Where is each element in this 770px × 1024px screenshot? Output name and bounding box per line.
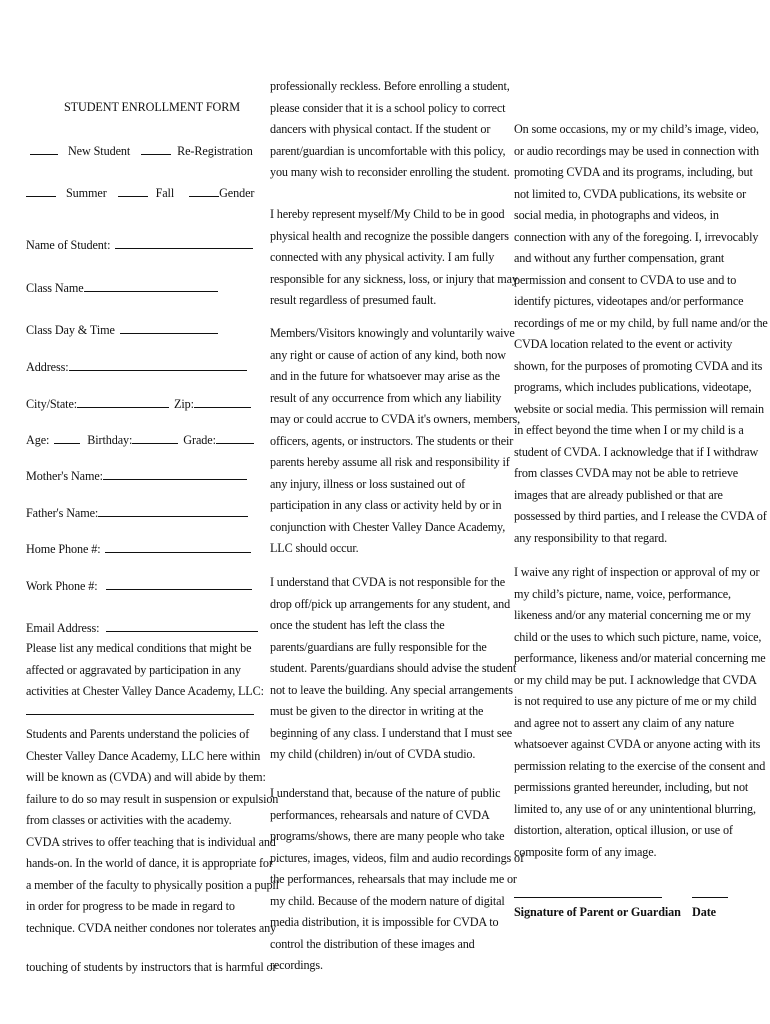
- paragraph-line: recordings.: [270, 958, 323, 972]
- paragraph-line: or my child may be put. I acknowledge that CVDA: [514, 672, 757, 687]
- paragraph-line: please consider that it is a school policy to correct: [270, 100, 506, 115]
- medical-line: Please list any medical conditions that might be: [26, 641, 252, 655]
- paragraph-line: programs, which includes publications, videotape,: [514, 380, 752, 394]
- paragraph-line: media distribution, it is impossible for CVDA to: [270, 915, 499, 929]
- media-paragraph: [270, 783, 524, 977]
- student-name-field[interactable]: [115, 236, 253, 249]
- city-state-label: City/State:: [26, 397, 78, 411]
- paragraph-line: social media, in photographs and videos, in: [514, 208, 719, 222]
- paragraph-line: is not required to use any picture of me or my child: [514, 694, 757, 708]
- paragraph-line: parent/guardian is uncomfortable with this policy,: [270, 143, 506, 158]
- address-label: Address:: [26, 360, 69, 374]
- fathers-name-row: [26, 503, 248, 525]
- class-name-label: Class Name: [26, 281, 84, 295]
- age-birthday-grade-row: [26, 430, 254, 452]
- home-phone-field[interactable]: [105, 540, 251, 553]
- fall-blank[interactable]: [118, 184, 148, 197]
- mothers-name-label: Mother's Name:: [26, 469, 103, 483]
- signature-label: Signature of Parent or Guardian: [514, 905, 681, 919]
- policy-line: hands-on. In the world of dance, it is appropriate for: [26, 856, 273, 870]
- paragraph-line: my child’s picture, name, voice, performance,: [514, 586, 731, 601]
- form-title: STUDENT ENROLLMENT FORM: [64, 100, 241, 114]
- paragraph-line: I waive any right of inspection or approval of my or: [514, 565, 760, 579]
- grade-field[interactable]: [216, 431, 254, 444]
- policy-line: technique. CVDA neither condones nor tolerates any: [26, 920, 277, 935]
- paragraph-line: and in the future for whatsoever may arise as the: [270, 369, 500, 383]
- paragraph-line: any injury, illness or loss sustained out of: [270, 476, 466, 491]
- paragraph-line: parents/guardians are fully responsible for the: [270, 639, 487, 654]
- paragraph-line: not to leave the building. Any special arrangements: [270, 682, 513, 697]
- paragraph-line: professionally reckless. Before enrolling a student,: [270, 79, 510, 93]
- inspection-waiver-paragraph: [514, 562, 766, 863]
- paragraph-line: result regardless of presumed fault.: [270, 293, 437, 307]
- paragraph-line: or audio recordings may be used in connection with: [514, 143, 759, 158]
- address-row: [26, 357, 247, 379]
- paragraph-line: I understand that CVDA is not responsible for the: [270, 575, 506, 589]
- paragraph-line: I understand that, because of the nature of public: [270, 786, 501, 800]
- paragraph-line: programs/shows, there are many people who take: [270, 829, 505, 843]
- class-day-time-field[interactable]: [120, 321, 218, 334]
- mothers-name-row: [26, 466, 247, 488]
- paragraph-line: beginning of any class. I understand that I must see: [270, 725, 512, 740]
- policy-line: failure to do so may result in suspension or expulsion: [26, 791, 279, 806]
- paragraph-line: and without any further compensation, grant: [514, 251, 725, 265]
- paragraph-line: Members/Visitors knowingly and voluntarily waive: [270, 326, 515, 340]
- paragraph-line: On some occasions, my or my child’s image, video,: [514, 122, 759, 136]
- paragraph-line: any responsibility to that regard.: [514, 530, 667, 545]
- paragraph-line: limited to, any use of or any unintentional blurring,: [514, 801, 756, 816]
- paragraph-line: student. Parents/guardians should advise the student: [270, 661, 517, 675]
- birthday-field[interactable]: [132, 431, 178, 444]
- student-name-label: Name of Student:: [26, 238, 111, 252]
- paragraph-line: promoting CVDA and its programs, including, but: [514, 165, 753, 179]
- paragraph-line: LLC should occur.: [270, 541, 359, 555]
- date-label: Date: [692, 905, 716, 919]
- class-name-field[interactable]: [84, 279, 218, 292]
- policy-continuation-line: touching of students by instructors that is harmful or: [26, 960, 277, 974]
- class-name-row: [26, 278, 218, 300]
- re-registration-label: Re-Registration: [177, 144, 253, 158]
- email-label: Email Address:: [26, 621, 100, 635]
- medical-line: activities at Chester Valley Dance Academy, LLC:: [26, 684, 264, 698]
- policy-paragraph: [26, 724, 279, 939]
- policy-line: from classes or activities with the academy.: [26, 813, 232, 827]
- paragraph-line: recordings of me or my child, by full name and/or the: [514, 315, 768, 330]
- paragraph-line: any right or cause of action of any kind, both now: [270, 347, 506, 362]
- paragraph-line: performances, rehearsals and nature of CVDA: [270, 807, 490, 822]
- paragraph-line: physical health and recognize the possible dangers: [270, 228, 509, 243]
- policy-line: Chester Valley Dance Academy, LLC here within: [26, 748, 261, 763]
- paragraph-line: I hereby represent myself/My Child to be in good: [270, 207, 505, 221]
- policy-line: in order for progress to be made in regard to: [26, 899, 235, 913]
- paragraph-line: in effect beyond the time when I or my child is a: [514, 423, 744, 437]
- age-field[interactable]: [54, 431, 80, 444]
- fathers-name-label: Father's Name:: [26, 506, 99, 520]
- paragraph-line: the performances, rehearsals that may include me or: [270, 872, 517, 886]
- home-phone-label: Home Phone #:: [26, 542, 101, 556]
- season-gender-row: [26, 183, 254, 205]
- image-use-paragraph: [514, 119, 768, 549]
- paragraph-line: possessed by third parties, and I release the CVDA of: [514, 509, 767, 523]
- email-field[interactable]: [106, 619, 258, 632]
- zip-field[interactable]: [194, 395, 251, 408]
- physical-contact-paragraph: [270, 76, 510, 184]
- address-field[interactable]: [69, 358, 247, 371]
- paragraph-line: my child (children) in/out of CVDA studio.: [270, 747, 476, 761]
- paragraph-line: shown, for the purposes of promoting CVDA and its: [514, 358, 763, 373]
- email-row: [26, 618, 258, 640]
- waiver-paragraph: [270, 323, 521, 560]
- new-student-label: New Student: [67, 144, 131, 158]
- paragraph-line: from classes CVDA may not be able to retrieve: [514, 466, 739, 480]
- mothers-name-field[interactable]: [103, 467, 247, 480]
- grade-label: Grade:: [183, 433, 216, 447]
- paragraph-line: and agree not to assert any claim of any nature: [514, 715, 735, 730]
- student-name-row: [26, 235, 253, 257]
- paragraph-line: dancers with physical contact. If the student or: [270, 122, 491, 136]
- policy-line: CVDA strives to offer teaching that is individual and: [26, 834, 276, 849]
- paragraph-line: responsible for any sickness, loss, or injury that may: [270, 271, 518, 286]
- paragraph-line: likeness and/or any material concerning me or my: [514, 608, 751, 622]
- paragraph-line: images that are already published or that are: [514, 487, 723, 502]
- city-state-field[interactable]: [77, 395, 169, 408]
- class-day-time-label: Class Day & Time: [26, 323, 115, 337]
- policy-line: will be known as (CVDA) and will abide by them:: [26, 770, 266, 784]
- fathers-name-field[interactable]: [98, 504, 248, 517]
- policy-line: Students and Parents understand the policies of: [26, 727, 250, 741]
- paragraph-line: performance, likeness and/or material concerning me: [514, 651, 766, 665]
- signature-field[interactable]: [514, 897, 662, 898]
- zip-label: Zip:: [174, 397, 194, 411]
- paragraph-line: drop off/pick up arrangements for any student, and: [270, 596, 511, 611]
- policy-line: a member of the faculty to physically position a pupil: [26, 877, 279, 892]
- paragraph-line: must be given to the director in writing at the: [270, 704, 484, 718]
- paragraph-line: whatsoever against CVDA or anyone acting with its: [514, 737, 761, 751]
- summer-label: Summer: [65, 186, 107, 200]
- paragraph-line: not limited to, CVDA publications, its website or: [514, 186, 746, 201]
- paragraph-line: conjunction with Chester Valley Dance Academy,: [270, 519, 506, 534]
- paragraph-line: website or social media. This permission will remain: [514, 401, 764, 416]
- city-state-zip-row: [26, 394, 251, 416]
- paragraph-line: participation in any class or activity held by or in: [270, 498, 502, 512]
- paragraph-line: pictures, images, videos, film and audio recordings of: [270, 850, 524, 865]
- medical-line: affected or aggravated by participation in any: [26, 662, 241, 677]
- paragraph-line: my child. Because of the modern nature of digital: [270, 893, 505, 908]
- paragraph-line: control the distribution of these images and: [270, 936, 475, 951]
- medical-conditions-field[interactable]: [26, 714, 254, 715]
- work-phone-field[interactable]: [106, 577, 252, 590]
- summer-blank[interactable]: [26, 184, 56, 197]
- date-field[interactable]: [692, 897, 728, 898]
- paragraph-line: connected with any physical activity. I am fully: [270, 250, 495, 264]
- class-day-time-row: [26, 320, 218, 342]
- new-student-blank[interactable]: [30, 142, 58, 155]
- paragraph-line: CVDA location related to the event or activity: [514, 337, 733, 351]
- medical-conditions-prompt: [26, 638, 264, 703]
- paragraph-line: student of CVDA. I acknowledge that if I withdraw: [514, 444, 759, 459]
- registration-type-row: [30, 141, 253, 163]
- paragraph-line: result of any occurrence from which any liability: [270, 390, 502, 405]
- paragraph-line: identify pictures, videotapes and/or performance: [514, 294, 744, 308]
- paragraph-line: permission relating to the exercise of the consent and: [514, 758, 766, 773]
- paragraph-line: permission and consent to CVDA to use and to: [514, 272, 737, 287]
- paragraph-line: permissions granted hereunder, including, but not: [514, 780, 749, 794]
- work-phone-label: Work Phone #:: [26, 579, 98, 593]
- pickup-paragraph: [270, 572, 517, 766]
- paragraph-line: you many wish to reconsider enrolling the student.: [270, 165, 510, 179]
- age-label: Age:: [26, 433, 50, 447]
- paragraph-line: parents hereby assume all risk and responsibility if: [270, 455, 510, 469]
- paragraph-line: may or could accrue to CVDA it's owners, members,: [270, 412, 521, 426]
- gender-blank[interactable]: [189, 184, 219, 197]
- paragraph-line: distortion, alteration, optical illusion, or use of: [514, 823, 733, 837]
- health-paragraph: [270, 204, 518, 312]
- paragraph-line: child or the uses to which such picture, name, voice,: [514, 629, 762, 644]
- fall-label: Fall: [155, 186, 175, 200]
- home-phone-row: [26, 539, 251, 561]
- paragraph-line: officers, agents, or instructors. The students or their: [270, 433, 514, 448]
- work-phone-row: [26, 576, 252, 598]
- paragraph-line: connection with any of the foregoing. I, irrevocably: [514, 229, 759, 244]
- birthday-label: Birthday:: [87, 433, 133, 447]
- gender-label: Gender: [219, 186, 255, 200]
- re-registration-blank[interactable]: [141, 142, 171, 155]
- paragraph-line: once the student has left the class the: [270, 618, 445, 632]
- paragraph-line: composite form of any image.: [514, 844, 657, 859]
